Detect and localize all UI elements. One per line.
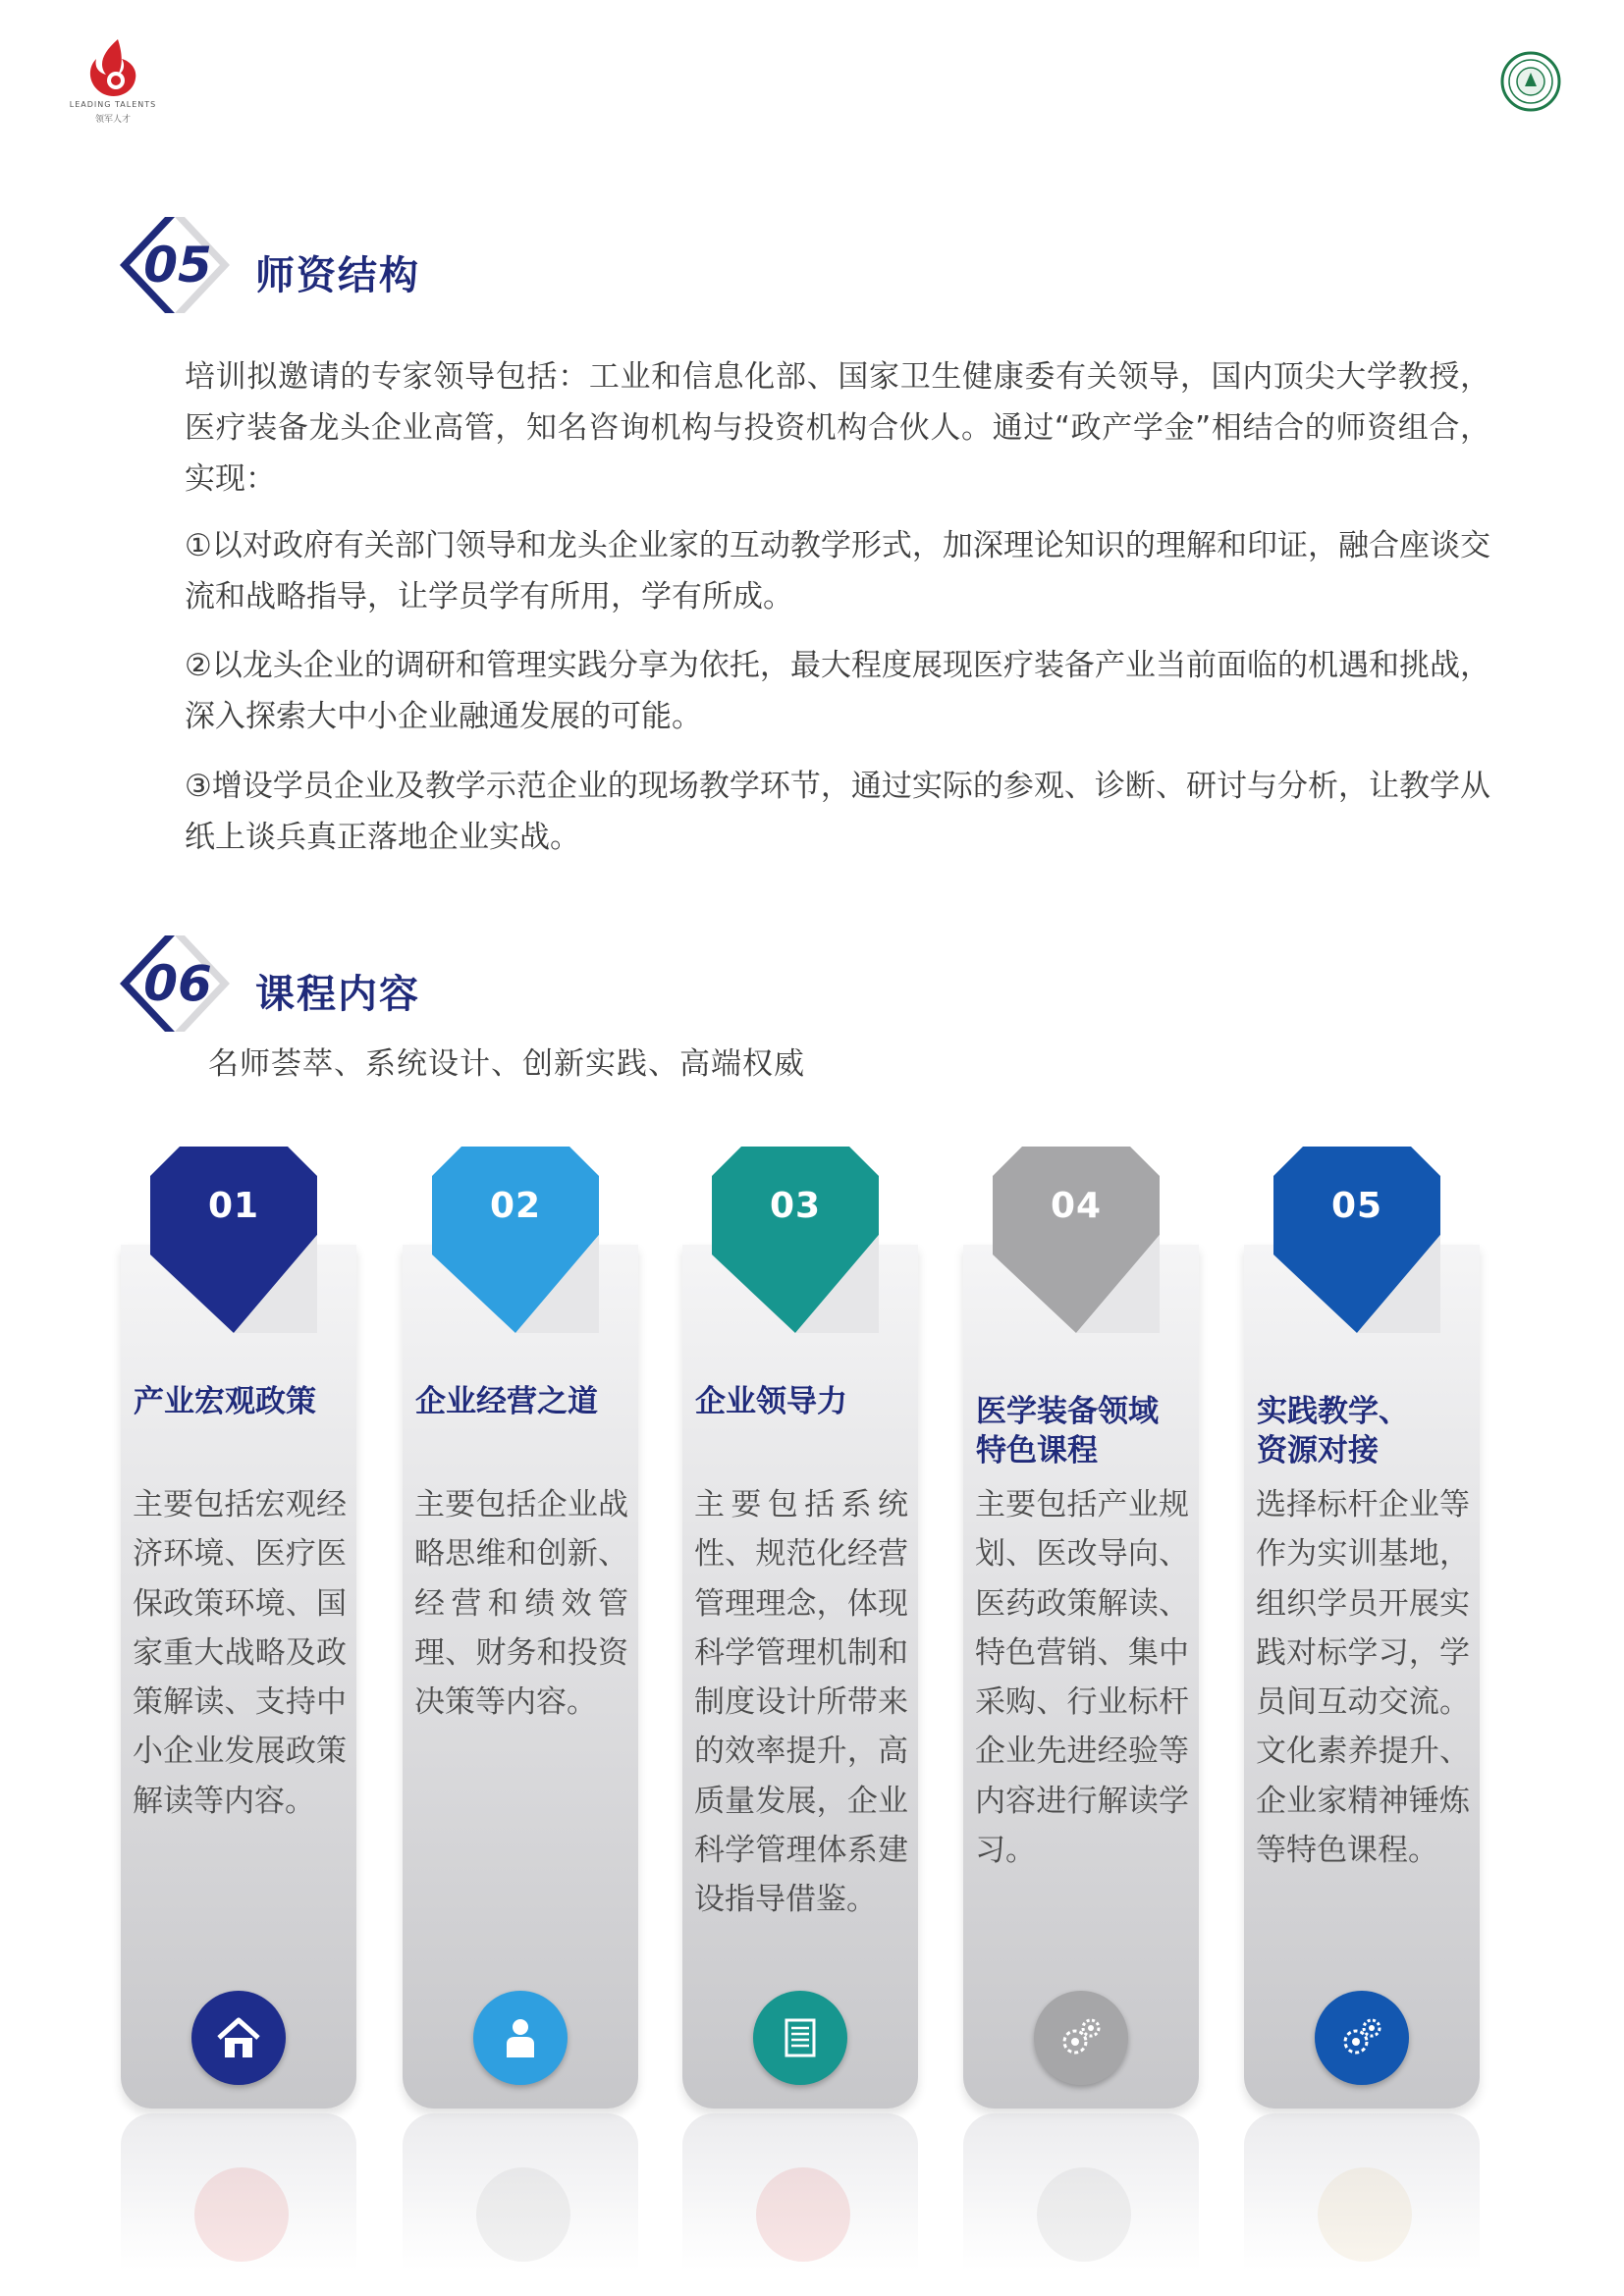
logo-wordmark-cn: 领军人才 [94, 115, 131, 125]
reflection-dot [1037, 2167, 1131, 2262]
flame-icon [69, 35, 157, 100]
card-title: 医学装备领域 特色课程 [976, 1394, 1159, 1468]
section-number: 06 [143, 955, 212, 1012]
card-body: 主要包括宏观经济环境、医疗医保政策环境、国家重大战略及政策解读、支持中小企业发展政策解读等内容。 [133, 1487, 347, 1819]
card-title: 实践教学、 资源对接 [1257, 1394, 1409, 1468]
card-number-tab [1273, 1147, 1440, 1333]
course-card-1 [116, 1147, 361, 2266]
course-card-4 [958, 1147, 1204, 2266]
card-number-tab [712, 1147, 879, 1333]
card-number-tab [432, 1147, 599, 1333]
card-body: 选择标杆企业等作为实训基地，组织学员开展实践对标学习，学员间互动交流。文化素养提升、企业家精神锤炼等特色课程。 [1256, 1487, 1470, 1869]
course-tagline: 名师荟萃、系统设计、创新实践、高端权威 [208, 1046, 805, 1082]
university-seal-icon [1500, 51, 1561, 112]
card-number: 04 [1050, 1186, 1103, 1226]
section-title: 课程内容 [255, 972, 420, 1017]
document-icon [753, 1991, 847, 2085]
card-number-tab [150, 1147, 317, 1333]
card-body: 主要包括系统性、规范化经营管理理念，体现科学管理机制和制度设计所带来的效率提升，高质量发展，企业科学管理体系建设指导借鉴。 [694, 1487, 908, 1918]
leading-talents-logo [69, 35, 157, 126]
reflection-dot [476, 2167, 570, 2262]
card-number: 03 [769, 1186, 822, 1226]
faculty-point-1: ①以对政府有关部门领导和龙头企业家的互动教学形式，加深理论知识的理解和印证，融合座谈交流和战略指导，让学员学有所用，学有所成。 [185, 528, 1490, 614]
course-card-5 [1239, 1147, 1485, 2266]
card-number: 02 [489, 1186, 542, 1226]
person-icon [473, 1991, 568, 2085]
reflection-dot [1318, 2167, 1412, 2262]
section-number: 05 [143, 237, 212, 294]
card-number-tab [993, 1147, 1160, 1333]
faculty-point-2: ②以龙头企业的调研和管理实践分享为依托，最大程度展现医疗装备产业当前面临的机遇和挑战，深入探索大中小企业融通发展的可能。 [185, 648, 1490, 734]
card-title: 企业领导力 [695, 1384, 847, 1419]
gears-icon [1034, 1991, 1128, 2085]
house-icon [191, 1991, 286, 2085]
card-number: 05 [1330, 1186, 1383, 1226]
faculty-point-3: ③增设学员企业及教学示范企业的现场教学环节，通过实际的参观、诊断、研讨与分析，让教学从纸上谈兵真正落地企业实战。 [185, 769, 1490, 855]
gears-icon [1315, 1991, 1409, 2085]
faculty-intro-paragraph: 培训拟邀请的专家领导包括：工业和信息化部、国家卫生健康委有关领导，国内顶尖大学教授，医疗装备龙头企业高管，知名咨询机构与投资机构合伙人。通过“政产学金”相结合的师资组合，实现： [185, 359, 1490, 497]
section-title: 师资结构 [255, 253, 420, 298]
card-title: 企业经营之道 [415, 1384, 598, 1419]
card-number: 01 [207, 1186, 260, 1226]
course-card-2 [398, 1147, 643, 2266]
card-body: 主要包括产业规划、医改导向、医药政策解读、特色营销、集中采购、行业标杆企业先进经验等内容进行解读学习。 [975, 1487, 1189, 1869]
card-body: 主要包括企业战略思维和创新、经营和绩效管理、财务和投资决策等内容。 [414, 1487, 628, 1721]
course-card-3 [677, 1147, 923, 2266]
reflection-dot [756, 2167, 850, 2262]
reflection-dot [194, 2167, 289, 2262]
card-title: 产业宏观政策 [134, 1384, 316, 1419]
logo-wordmark: LEADING TALENTS [69, 100, 157, 109]
